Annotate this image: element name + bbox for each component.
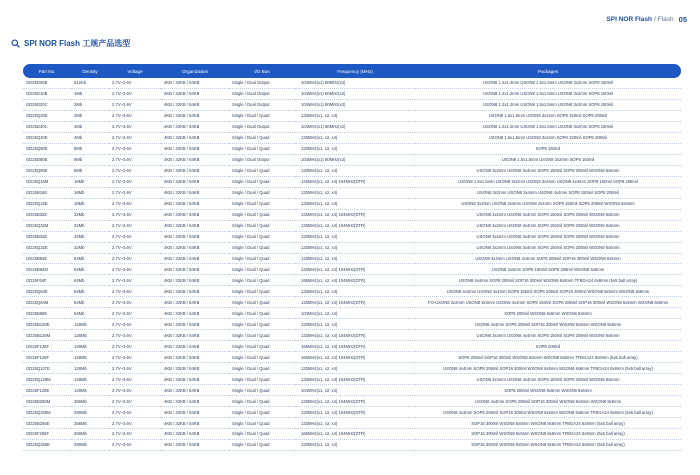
table-row bbox=[23, 308, 681, 319]
cell-frequency: 133MHz(x1, x2, x4) 104MHz(DTR) bbox=[295, 264, 415, 275]
cell-io-bus: Single / Dual / Quad bbox=[229, 330, 295, 341]
cell-io-bus: Single / Dual / Quad bbox=[229, 297, 295, 308]
cell-part-no: GD25F128E bbox=[23, 385, 71, 396]
cell-io-bus: Single / Dual / Quad bbox=[229, 439, 295, 450]
cell-frequency: 133MHz(x1, x2, x4) bbox=[295, 253, 415, 264]
table-row bbox=[23, 187, 681, 198]
cell-frequency: 133MHz(x1, x2, x4) 104MHz(DTR) bbox=[295, 176, 415, 187]
cell-part-no: GD25Q256M bbox=[23, 407, 71, 418]
cell-packages: USON8 4x3mm USON8 4x4mm SOP8 150mil SOP8 208mil SOP16 300mil WSON8 6x5mm WSON8 8x6mm bbox=[415, 286, 681, 297]
cell-part-no: GD25B128E bbox=[23, 319, 71, 330]
cell-organization: 4KB / 32KB / 64KB bbox=[161, 363, 229, 374]
cell-part-no: GD25B256E bbox=[23, 418, 71, 429]
cell-frequency: 166MHz(x1, x2, x4) 104MHz(DTR) bbox=[295, 352, 415, 363]
cell-io-bus: Single / Dual / Quad bbox=[229, 132, 295, 143]
cell-voltage: 2.7V~3.6V bbox=[109, 396, 161, 407]
cell-packages: USON8 3x2mm USON8 3x4mm SOP8 150mil SOP8 208mil WSON8 6x5mm bbox=[415, 165, 681, 176]
cell-io-bus: Single / Dual / Quad bbox=[229, 352, 295, 363]
cell-organization: 4KB / 32KB / 64KB bbox=[161, 352, 229, 363]
table-row bbox=[23, 99, 681, 110]
cell-density: 64Mb bbox=[71, 308, 109, 319]
cell-organization: 4KB / 32KB / 64KB bbox=[161, 319, 229, 330]
cell-part-no: GD25B64M bbox=[23, 264, 71, 275]
cell-frequency: 133MHz(x1, x2, x4) bbox=[295, 143, 415, 154]
cell-density: 2Mb bbox=[71, 99, 109, 110]
cell-packages: USON8 3x2mm USON8 3x4mm SOP8 150mil SOP8 208mil WSON8 6x5mm bbox=[415, 242, 681, 253]
cell-frequency: 133MHz(x1, x2, x4) 104MHz(DTR) bbox=[295, 209, 415, 220]
column-header-voltage: Voltage bbox=[109, 64, 161, 78]
cell-frequency: 104MHz(x1, x2, x4) bbox=[295, 385, 415, 396]
cell-frequency: 104MHz(x1) 80MHz(x2) bbox=[295, 99, 415, 110]
cell-io-bus: Single / Dual / Quad bbox=[229, 242, 295, 253]
table-row bbox=[23, 374, 681, 385]
cell-frequency: 133MHz(x1, x2, x4) bbox=[295, 286, 415, 297]
cell-io-bus: Single / Dual / Quad bbox=[229, 407, 295, 418]
cell-density: 2Mb bbox=[71, 110, 109, 121]
table-row bbox=[23, 439, 681, 450]
cell-part-no: GD25Q40E bbox=[23, 132, 71, 143]
cell-packages: SOP8 208mil WSON8 6x5mm WSON8 8x6mm bbox=[415, 385, 681, 396]
table-row bbox=[23, 330, 681, 341]
cell-frequency: 133MHz(x1, x2, x4) bbox=[295, 319, 415, 330]
cell-organization: 4KB / 32KB / 64KB bbox=[161, 407, 229, 418]
table-row bbox=[23, 407, 681, 418]
cell-packages: USON8 3x4mm SOP8 150mil SOP8 208mil WSON8 6x5mm bbox=[415, 264, 681, 275]
cell-organization: 4KB / 32KB / 64KB bbox=[161, 165, 229, 176]
cell-packages: USON8 3x4mm USON8 4x4mm SOP8 150mil SOP8 208mil WSON8 6x5mm bbox=[415, 374, 681, 385]
cell-voltage: 2.7V~3.6V bbox=[109, 242, 161, 253]
cell-packages: USON8 1.5x1.5mm USON8 3x2mm SOP8 150mil SOP8 208mil bbox=[415, 132, 681, 143]
cell-organization: 4KB / 32KB / 64KB bbox=[161, 308, 229, 319]
cell-density: 64Mb bbox=[71, 275, 109, 286]
cell-density: 128Mb bbox=[71, 330, 109, 341]
cell-density: 32Mb bbox=[71, 209, 109, 220]
cell-density: 32Mb bbox=[71, 220, 109, 231]
cell-organization: 4KB / 32KB / 64KB bbox=[161, 220, 229, 231]
cell-packages: USON8 4x3mm SOP8 208mil SOP16 300mil WSON8 6x5mm WSON8 8x6mm TFBGA24 6x8mm (5x5 ball array) bbox=[415, 407, 681, 418]
cell-voltage: 2.7V~3.6V bbox=[109, 165, 161, 176]
cell-io-bus: Single / Dual / Quad bbox=[229, 231, 295, 242]
cell-density: 16Mb bbox=[71, 187, 109, 198]
cell-io-bus: Single / Dual / Quad bbox=[229, 319, 295, 330]
cell-organization: 4KB / 32KB / 64KB bbox=[161, 396, 229, 407]
cell-density: 32Mb bbox=[71, 231, 109, 242]
cell-frequency: 104MHz(x1) 80MHz(x2) bbox=[295, 78, 415, 88]
cell-density: 256Mb bbox=[71, 407, 109, 418]
table-row bbox=[23, 242, 681, 253]
cell-frequency: 133MHz(x1, x2, x4) bbox=[295, 363, 415, 374]
cell-packages: USON8 3x2mm USON8 3x4mm SOP8 150mil SOP8 208mil WSON8 6x5mm bbox=[415, 231, 681, 242]
cell-io-bus: Single / Dual / Quad bbox=[229, 341, 295, 352]
cell-packages: USON8 4x4mm SOP8 208mil SOP16 300mil WSON8 6x5mm WSON8 8x6mm TFBGA24 6x8mm (5x5 ball array) bbox=[415, 363, 681, 374]
cell-packages: USON8 3x4mm USON8 4x4mm SOP8 208mil SOP16 300mil WSON8 6x5mm bbox=[415, 253, 681, 264]
cell-voltage: 2.7V~3.6V bbox=[109, 187, 161, 198]
column-header-organization: Organization bbox=[161, 64, 229, 78]
table-row bbox=[23, 253, 681, 264]
table-row bbox=[23, 385, 681, 396]
cell-packages: USON8 1.2x1.2mm USON8 1.5x1.5mm USON8 3x2mm SOP8 150mil bbox=[415, 99, 681, 110]
cell-organization: 4KB / 32KB / 64KB bbox=[161, 253, 229, 264]
cell-voltage: 2.7V~3.6V bbox=[109, 297, 161, 308]
column-header-io-bus: I/O Bus bbox=[229, 64, 295, 78]
cell-io-bus: Single / Dual / Quad bbox=[229, 286, 295, 297]
cell-organization: 4KB / 32KB / 64KB bbox=[161, 231, 229, 242]
cell-frequency: 133MHz(x1, x2, x4) 104MHz(DTR) bbox=[295, 407, 415, 418]
cell-io-bus: Single / Dual / Quad bbox=[229, 110, 295, 121]
cell-packages: SOP8 150mil bbox=[415, 143, 681, 154]
cell-voltage: 2.7V~3.6V bbox=[109, 319, 161, 330]
cell-voltage: 2.7V~3.6V bbox=[109, 154, 161, 165]
cell-density: 256Mb bbox=[71, 439, 109, 450]
cell-voltage: 2.7V~3.6V bbox=[109, 143, 161, 154]
cell-part-no: GD25B32E bbox=[23, 209, 71, 220]
cell-packages: USON8 3x2mm USON8 3x4mm USON8 4x4mm SOP8 150mil SOP8 208mil WSON8 6x5mm bbox=[415, 198, 681, 209]
cell-voltage: 2.7V~3.6V bbox=[109, 352, 161, 363]
cell-part-no: GD25Q64M bbox=[23, 297, 71, 308]
cell-io-bus: Single / Dual / Quad bbox=[229, 429, 295, 440]
cell-organization: 4KB / 32KB / 64KB bbox=[161, 143, 229, 154]
cell-density: 256Mb bbox=[71, 396, 109, 407]
cell-organization: 4KB / 32KB / 64KB bbox=[161, 176, 229, 187]
cell-packages: SOP8 208mil WSON8 6x5mm WSON8 8x6mm bbox=[415, 308, 681, 319]
cell-io-bus: Single / Dual / Quad bbox=[229, 176, 295, 187]
cell-voltage: 2.7V~3.6V bbox=[109, 264, 161, 275]
cell-voltage: 2.7V~3.6V bbox=[109, 341, 161, 352]
cell-voltage: 2.7V~3.6V bbox=[109, 407, 161, 418]
cell-frequency: 133MHz(x1, x2, x4) 104MHz(DTR) bbox=[295, 297, 415, 308]
cell-part-no: GD25F128F bbox=[23, 341, 71, 352]
table-row bbox=[23, 341, 681, 352]
table-row bbox=[23, 121, 681, 132]
cell-frequency: 133MHz(x1, x2, x4) bbox=[295, 418, 415, 429]
table-row bbox=[23, 286, 681, 297]
cell-part-no: GD25Q64E bbox=[23, 286, 71, 297]
cell-voltage: 2.7V~3.6V bbox=[109, 198, 161, 209]
cell-organization: 4KB / 32KB / 64KB bbox=[161, 429, 229, 440]
cell-organization: 4KB / 32KB / 64KB bbox=[161, 275, 229, 286]
cell-voltage: 2.7V~3.6V bbox=[109, 176, 161, 187]
table-row bbox=[23, 418, 681, 429]
cell-io-bus: Single / Dual / Quad bbox=[229, 198, 295, 209]
cell-voltage: 2.7V~3.6V bbox=[109, 330, 161, 341]
cell-part-no: GD25B16E bbox=[23, 187, 71, 198]
cell-organization: 4KB / 32KB / 64KB bbox=[161, 78, 229, 88]
cell-density: 128Mb bbox=[71, 341, 109, 352]
cell-organization: 4KB / 32KB / 64KB bbox=[161, 154, 229, 165]
table-row bbox=[23, 132, 681, 143]
cell-voltage: 2.7V~3.6V bbox=[109, 110, 161, 121]
cell-part-no: GD25F128F bbox=[23, 352, 71, 363]
cell-organization: 4KB / 32KB / 64KB bbox=[161, 209, 229, 220]
table-row bbox=[23, 143, 681, 154]
cell-io-bus: Single / Dual Output bbox=[229, 121, 295, 132]
cell-part-no: GD25B128M bbox=[23, 330, 71, 341]
cell-frequency: 166MHz(x1, x2, x4) 104MHz(DTR) bbox=[295, 429, 415, 440]
cell-organization: 4KB / 32KB / 64KB bbox=[161, 110, 229, 121]
cell-part-no: GD25Q20E bbox=[23, 110, 71, 121]
cell-packages: USON8 4x4mm SOP8 208mil SOP16 300mil WSON8 6x5mm TFBGA24 6x8mm (5x5 ball array) bbox=[415, 275, 681, 286]
header-subtitle: Flash bbox=[657, 15, 674, 23]
cell-organization: 4KB / 32KB / 64KB bbox=[161, 374, 229, 385]
cell-frequency: 133MHz(x1, x2, x4) bbox=[295, 110, 415, 121]
header-separator: / bbox=[653, 15, 656, 23]
cell-io-bus: Single / Dual Output bbox=[229, 99, 295, 110]
cell-voltage: 2.7V~3.6V bbox=[109, 308, 161, 319]
cell-organization: 4KB / 32KB / 64KB bbox=[161, 264, 229, 275]
section-title: SPI NOR Flash 工规产品选型 bbox=[24, 39, 131, 48]
cell-density: 16Mb bbox=[71, 176, 109, 187]
cell-density: 8Mb bbox=[71, 154, 109, 165]
cell-packages: USON8 3x2mm USON8 3x4mm SOP8 150mil SOP8 208mil WSON8 6x5mm bbox=[415, 220, 681, 231]
table-row bbox=[23, 275, 681, 286]
header-brand: SPI NOR Flash bbox=[606, 15, 652, 23]
cell-density: 8Mb bbox=[71, 143, 109, 154]
column-header-frequency: Frequency (MHz) bbox=[295, 64, 415, 78]
cell-io-bus: Single / Dual / Quad bbox=[229, 275, 295, 286]
cell-density: 4Mb bbox=[71, 132, 109, 143]
cell-organization: 4KB / 32KB / 64KB bbox=[161, 297, 229, 308]
cell-frequency: 133MHz(x1, x2, x4) bbox=[295, 132, 415, 143]
cell-frequency: 104MHz(x1) 80MHz(x2) bbox=[295, 88, 415, 99]
table-row bbox=[23, 78, 681, 88]
cell-density: 512Kb bbox=[71, 78, 109, 88]
cell-organization: 4KB / 32KB / 64KB bbox=[161, 341, 229, 352]
cell-frequency: 133MHz(x1, x2, x4) 104MHz(DTR) bbox=[295, 220, 415, 231]
cell-packages: SOP16 300mil WSON8 6x5mm WSON8 8x6mm TFBGA24 6x8mm (5x5 ball array) bbox=[415, 439, 681, 450]
cell-voltage: 2.7V~3.6V bbox=[109, 385, 161, 396]
cell-packages: USON8 1.2x1.2mm USON8 1.5x1.5mm USON8 3x2mm SOP8 150mil bbox=[415, 121, 681, 132]
cell-density: 64Mb bbox=[71, 253, 109, 264]
cell-frequency: 133MHz(x1, x2, x4) 104MHz(DTR) bbox=[295, 396, 415, 407]
table-row bbox=[23, 110, 681, 121]
table-row bbox=[23, 165, 681, 176]
cell-part-no: GD25Q256E bbox=[23, 439, 71, 450]
cell-io-bus: Single / Dual / Quad bbox=[229, 209, 295, 220]
cell-organization: 4KB / 32KB / 64KB bbox=[161, 439, 229, 450]
table-row bbox=[23, 429, 681, 440]
cell-voltage: 2.7V~3.6V bbox=[109, 231, 161, 242]
cell-part-no: GD25B69E bbox=[23, 308, 71, 319]
cell-io-bus: Single / Dual / Quad bbox=[229, 363, 295, 374]
cell-io-bus: Single / Dual / Quad bbox=[229, 143, 295, 154]
cell-part-no: GD25D40C bbox=[23, 121, 71, 132]
cell-voltage: 2.7V~3.6V bbox=[109, 78, 161, 88]
cell-organization: 4KB / 32KB / 64KB bbox=[161, 187, 229, 198]
cell-voltage: 2.7V~3.6V bbox=[109, 99, 161, 110]
cell-density: 16Mb bbox=[71, 198, 109, 209]
cell-density: 64Mb bbox=[71, 264, 109, 275]
cell-frequency: 133MHz(x1, x2, x4) bbox=[295, 187, 415, 198]
cell-density: 128Mb bbox=[71, 385, 109, 396]
cell-packages: USON8 4x4mm SOP8 208mil SOP16 300mil WSON8 6x5mm WSON8 8x6mm bbox=[415, 396, 681, 407]
cell-organization: 4KB / 32KB / 64KB bbox=[161, 99, 229, 110]
cell-part-no: GD25B64E bbox=[23, 253, 71, 264]
cell-io-bus: Single / Dual / Quad bbox=[229, 396, 295, 407]
cell-part-no: GD25D10B bbox=[23, 88, 71, 99]
table-row bbox=[23, 297, 681, 308]
cell-organization: 4KB / 32KB / 64KB bbox=[161, 132, 229, 143]
table-header bbox=[23, 64, 681, 78]
cell-voltage: 2.7V~3.6V bbox=[109, 374, 161, 385]
cell-part-no: GD25Q80E bbox=[23, 165, 71, 176]
cell-frequency: 133MHz(x1, x2, x4) bbox=[295, 165, 415, 176]
cell-organization: 4KB / 32KB / 64KB bbox=[161, 198, 229, 209]
cell-part-no: GD25B32E bbox=[23, 231, 71, 242]
cell-io-bus: Single / Dual Output bbox=[229, 154, 295, 165]
cell-packages: USON8 3x2mm USON8 3x4mm USON8 4x4mm SOP8 150mil SOP8 208mil bbox=[415, 187, 681, 198]
cell-voltage: 2.7V~3.6V bbox=[109, 439, 161, 450]
section-heading bbox=[11, 38, 130, 49]
cell-voltage: 2.7V~3.6V bbox=[109, 363, 161, 374]
cell-frequency: 104MHz(x1) 80MHz(x2) bbox=[295, 121, 415, 132]
page-number: 05 bbox=[678, 14, 687, 24]
cell-density: 256Mb bbox=[71, 418, 109, 429]
table-row bbox=[23, 363, 681, 374]
cell-packages: SOP16 300mil WSON8 6x5mm WSON8 8x6mm TFBGA24 6x8mm (5x5 ball array) bbox=[415, 429, 681, 440]
cell-density: 4Mb bbox=[71, 121, 109, 132]
cell-part-no: GD25B256M bbox=[23, 396, 71, 407]
cell-part-no: GD25F256F bbox=[23, 429, 71, 440]
table-row bbox=[23, 154, 681, 165]
cell-frequency: 166MHz(x1, x2, x4) 104MHz(DTR) bbox=[295, 275, 415, 286]
cell-organization: 4KB / 32KB / 64KB bbox=[161, 286, 229, 297]
cell-frequency: 104MHz(x1, x2, x4) bbox=[295, 308, 415, 319]
cell-packages: USON8 3x4mm USON8 4x4mm SOP8 150mil SOP8 208mil WSON8 6x5mm bbox=[415, 330, 681, 341]
cell-voltage: 2.7V~3.6V bbox=[109, 429, 161, 440]
table-row bbox=[23, 209, 681, 220]
cell-io-bus: Single / Dual / Quad bbox=[229, 264, 295, 275]
cell-packages: FO-USON8 3x2mm USON8 3x4mm USON8 4x4mm SOP8 150mil SOP8 208mil SOP16 300mil WSON8 6x5mm WSON8 8x6mm bbox=[415, 297, 681, 308]
page-header bbox=[606, 13, 687, 25]
cell-io-bus: Single / Dual / Quad bbox=[229, 253, 295, 264]
cell-io-bus: Single / Dual / Quad bbox=[229, 308, 295, 319]
cell-part-no: GD25Q80E bbox=[23, 143, 71, 154]
cell-io-bus: Single / Dual / Quad bbox=[229, 385, 295, 396]
table-body bbox=[23, 78, 681, 450]
cell-organization: 4KB / 32KB / 64KB bbox=[161, 121, 229, 132]
cell-io-bus: Single / Dual Output bbox=[229, 88, 295, 99]
cell-io-bus: Single / Dual / Quad bbox=[229, 187, 295, 198]
column-header-density: Density bbox=[71, 64, 109, 78]
cell-organization: 4KB / 32KB / 64KB bbox=[161, 88, 229, 99]
table-row bbox=[23, 88, 681, 99]
cell-io-bus: Single / Dual Output bbox=[229, 78, 295, 88]
cell-density: 8Mb bbox=[71, 165, 109, 176]
cell-packages: USON8 3x2mm USON8 3x4mm SOP8 150mil SOP8 208mil WSON8 6x5mm bbox=[415, 209, 681, 220]
cell-part-no: GD25Q32E bbox=[23, 242, 71, 253]
table-row bbox=[23, 198, 681, 209]
table-row bbox=[23, 319, 681, 330]
cell-part-no: GD25D20C bbox=[23, 99, 71, 110]
cell-density: 128Mb bbox=[71, 363, 109, 374]
cell-packages: SOP8 208mil SOP16 300mil WSON8 6x5mm WSON8 8x6mm TFBGA24 6x8mm (5x5 ball array) bbox=[415, 352, 681, 363]
cell-part-no: GD25Q16M bbox=[23, 176, 71, 187]
cell-density: 128Mb bbox=[71, 352, 109, 363]
cell-packages: USON8 1.5x1.5mm USON8 3x2mm SOP8 150mil SOP8 208mil bbox=[415, 110, 681, 121]
table-row bbox=[23, 220, 681, 231]
cell-part-no: GD25F64F bbox=[23, 275, 71, 286]
table-row bbox=[23, 176, 681, 187]
cell-packages: USON8 1.5x1.5mm USON8 3x2mm USON8 3x4mm USON8 4x4mm SOP8 150mil SOP8 208mil bbox=[415, 176, 681, 187]
cell-organization: 4KB / 32KB / 64KB bbox=[161, 385, 229, 396]
cell-packages: SOP16 300mil WSON8 6x5mm WSON8 8x6mm TFBGA24 6x8mm (5x5 ball array) bbox=[415, 418, 681, 429]
cell-organization: 4KB / 32KB / 64KB bbox=[161, 242, 229, 253]
cell-voltage: 2.7V~3.6V bbox=[109, 209, 161, 220]
cell-frequency: 133MHz(x1, x2, x4) 104MHz(DTR) bbox=[295, 330, 415, 341]
table-row bbox=[23, 352, 681, 363]
table-row bbox=[23, 264, 681, 275]
cell-io-bus: Single / Dual / Quad bbox=[229, 165, 295, 176]
cell-frequency: 133MHz(x1, x2, x4) bbox=[295, 231, 415, 242]
cell-organization: 4KB / 32KB / 64KB bbox=[161, 418, 229, 429]
cell-voltage: 2.7V~3.6V bbox=[109, 88, 161, 99]
cell-io-bus: Single / Dual / Quad bbox=[229, 374, 295, 385]
cell-part-no: GD25Q127E bbox=[23, 363, 71, 374]
column-header-part-no: Part No. bbox=[23, 64, 71, 78]
cell-packages: SOP8 208mil bbox=[415, 341, 681, 352]
cell-voltage: 2.7V~3.6V bbox=[109, 275, 161, 286]
cell-part-no: GD25Q128M bbox=[23, 374, 71, 385]
cell-frequency: 133MHz(x1, x2, x4) bbox=[295, 439, 415, 450]
cell-frequency: 104MHz(x1) 80MHz(x2) bbox=[295, 154, 415, 165]
table-header-row bbox=[23, 64, 681, 78]
cell-voltage: 2.7V~3.6V bbox=[109, 121, 161, 132]
search-icon bbox=[11, 39, 20, 48]
cell-density: 64Mb bbox=[71, 297, 109, 308]
cell-io-bus: Single / Dual / Quad bbox=[229, 220, 295, 231]
cell-packages: USON8 1.2x1.2mm USON8 1.5x1.5mm USON8 3x2mm SOP8 150mil bbox=[415, 78, 681, 88]
cell-voltage: 2.7V~3.6V bbox=[109, 286, 161, 297]
cell-part-no: GD25D05B bbox=[23, 78, 71, 88]
cell-voltage: 2.7V~3.6V bbox=[109, 418, 161, 429]
cell-organization: 4KB / 32KB / 64KB bbox=[161, 330, 229, 341]
cell-voltage: 2.7V~3.6V bbox=[109, 132, 161, 143]
column-header-packages: Packages bbox=[415, 64, 681, 78]
cell-part-no: GD25Q32M bbox=[23, 220, 71, 231]
cell-voltage: 2.7V~3.6V bbox=[109, 220, 161, 231]
cell-packages: USON8 1.2x1.2mm USON8 1.5x1.5mm USON8 3x2mm SOP8 150mil bbox=[415, 88, 681, 99]
cell-voltage: 2.7V~3.6V bbox=[109, 253, 161, 264]
cell-density: 256Mb bbox=[71, 429, 109, 440]
cell-density: 128Mb bbox=[71, 374, 109, 385]
cell-part-no: GD25Q16E bbox=[23, 198, 71, 209]
cell-density: 128Mb bbox=[71, 319, 109, 330]
cell-frequency: 133MHz(x1, x2, x4) bbox=[295, 242, 415, 253]
table-row bbox=[23, 231, 681, 242]
cell-density: 32Mb bbox=[71, 242, 109, 253]
table-row bbox=[23, 396, 681, 407]
product-table bbox=[23, 64, 681, 451]
cell-packages: USON8 4x4mm SOP8 208mil SOP16 300mil WSON8 6x5mm WSON8 8x6mm bbox=[415, 319, 681, 330]
cell-frequency: 166MHz(x1, x2, x4) 104MHz(DTR) bbox=[295, 341, 415, 352]
cell-density: 1Mb bbox=[71, 88, 109, 99]
cell-density: 64Mb bbox=[71, 286, 109, 297]
cell-io-bus: Single / Dual / Quad bbox=[229, 418, 295, 429]
cell-frequency: 133MHz(x1, x2, x4) 104MHz(DTR) bbox=[295, 374, 415, 385]
cell-packages: USON8 1.5x1.5mm USON8 3x2mm SOP8 150mil bbox=[415, 154, 681, 165]
cell-part-no: GD25D80E bbox=[23, 154, 71, 165]
cell-frequency: 133MHz(x1, x2, x4) bbox=[295, 198, 415, 209]
